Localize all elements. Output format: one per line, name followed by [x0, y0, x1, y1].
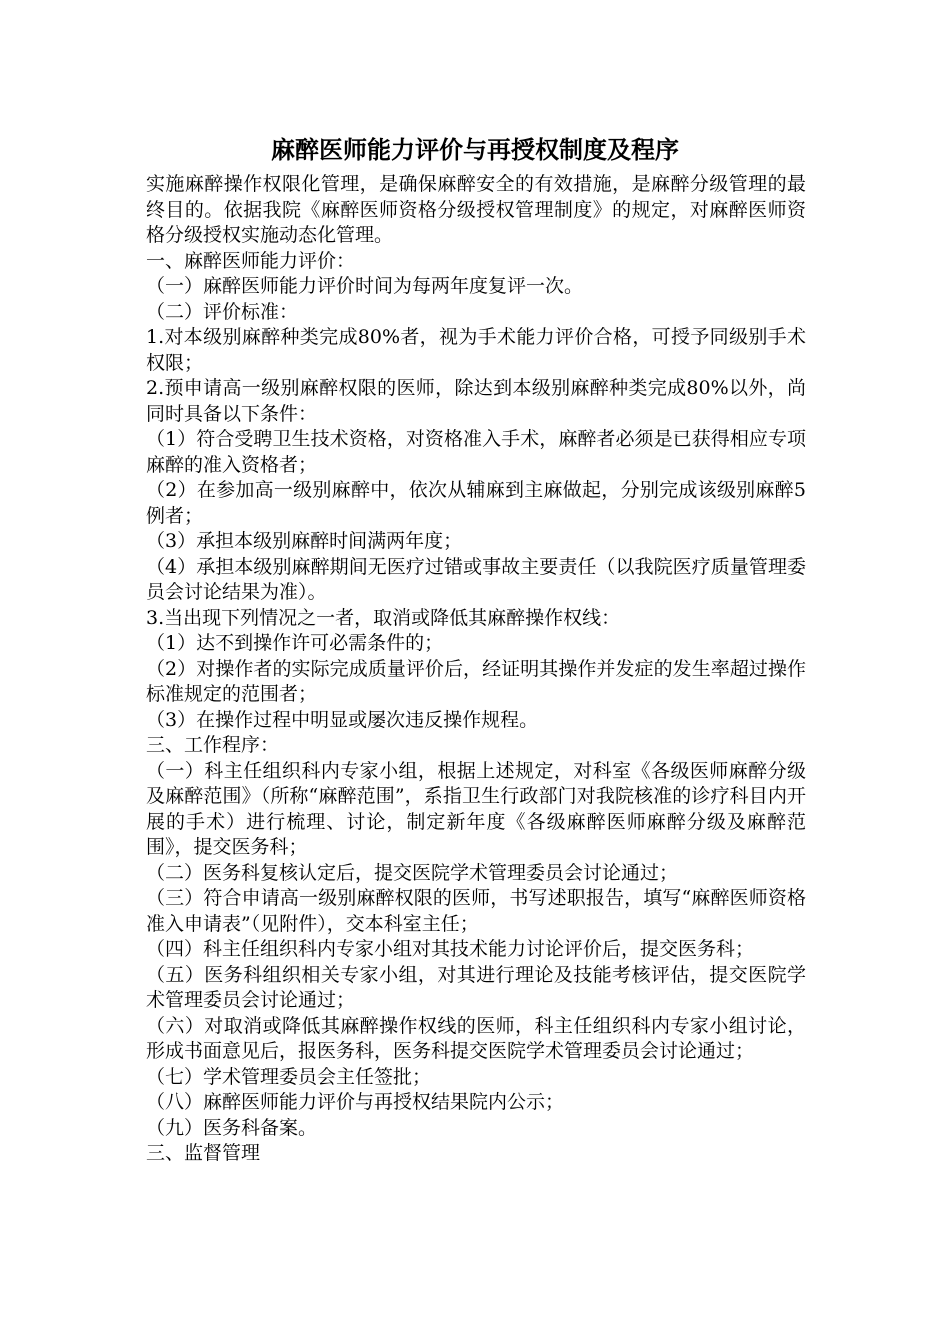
procedure-step-4: （四）科主任组织科内专家小组对其技术能力讨论评价后，提交医务科； — [146, 938, 755, 960]
evaluation-criteria-heading: （二）评价标准： — [146, 300, 299, 323]
procedure-step-1: （一）科主任组织科内专家小组，根据上述规定，对科室《各级医师麻醉分级及麻醉范围》（所称“麻醉范围”，系指卫生行政部门对我院核准的诊疗科目内开展的手术）进行梳理、讨论，制定新年度《各级麻醉医师麻醉分级及麻醉范围》，提交医务科； — [146, 759, 806, 858]
procedure-step-5: （五）医务科组织相关专家小组，对其进行理论及技能考核评估，提交医院学术管理委员会讨论通过； — [146, 963, 806, 1011]
condition-item-1: （1）符合受聘卫生技术资格，对资格准入手术，麻醉者必须是已获得相应专项麻醉的准入资格者； — [146, 428, 806, 476]
document-title: 麻醉医师能力评价与再授权制度及程序 — [271, 136, 679, 164]
procedure-step-8: （八）麻醉医师能力评价与再授权结果院内公示； — [146, 1091, 565, 1113]
revocation-item-1: （1）达不到操作许可必需条件的； — [146, 632, 444, 654]
condition-item-3: （3）承担本级别麻醉时间满两年度； — [146, 530, 463, 552]
criteria-item-3: 3.当出现下列情况之一者，取消或降低其麻醉操作权线： — [146, 606, 621, 629]
section-heading-procedure: 三、工作程序： — [146, 734, 280, 756]
revocation-item-2: （2）对操作者的实际完成质量评价后，经证明其操作并发症的发生率超过操作标准规定的范围者； — [146, 657, 806, 705]
section-heading-evaluation: 一、麻醉医师能力评价： — [146, 249, 356, 272]
revocation-item-3: （3）在操作过程中明显或屡次违反操作规程。 — [146, 708, 539, 731]
evaluation-frequency: （一）麻醉医师能力评价时间为每两年度复评一次。 — [146, 275, 584, 297]
section-heading-supervision: 三、监督管理 — [146, 1142, 261, 1164]
procedure-step-2: （二）医务科复核认定后，提交医院学术管理委员会讨论通过； — [146, 861, 679, 884]
procedure-step-7: （七）学术管理委员会主任签批； — [146, 1065, 432, 1088]
procedure-step-3: （三）符合申请高一级别麻醉权限的医师，书写述职报告，填写“麻醉医师资格准入申请表”（见附件），交本科室主任； — [146, 887, 806, 935]
intro-paragraph: 实施麻醉操作权限化管理，是确保麻醉安全的有效措施，是麻醉分级管理的最终目的。依据我院《麻醉医师资格分级授权管理制度》的规定，对麻醉医师资格分级授权实施动态化管理。 — [146, 173, 806, 246]
procedure-step-9: （九）医务科备案。 — [146, 1116, 318, 1139]
criteria-item-2: 2.预申请高一级别麻醉权限的医师，除达到本级别麻醉种类完成80%以外，尚同时具备以下条件： — [146, 377, 806, 425]
condition-item-4: （4）承担本级别麻醉期间无医疗过错或事故主要责任（以我院医疗质量管理委员会讨论结果为准）。 — [146, 555, 806, 603]
condition-item-2: （2）在参加高一级别麻醉中，依次从辅麻到主麻做起，分别完成该级别麻醉5例者； — [146, 479, 806, 527]
criteria-item-1: 1.对本级别麻醉种类完成80%者，视为手术能力评价合格，可授予同级别手术权限； — [146, 326, 806, 374]
document-body — [146, 172, 806, 1167]
procedure-step-6: （六）对取消或降低其麻醉操作权线的医师，科主任组织科内专家小组讨论，形成书面意见后，报医务科，医务科提交医院学术管理委员会讨论通过； — [146, 1014, 806, 1062]
